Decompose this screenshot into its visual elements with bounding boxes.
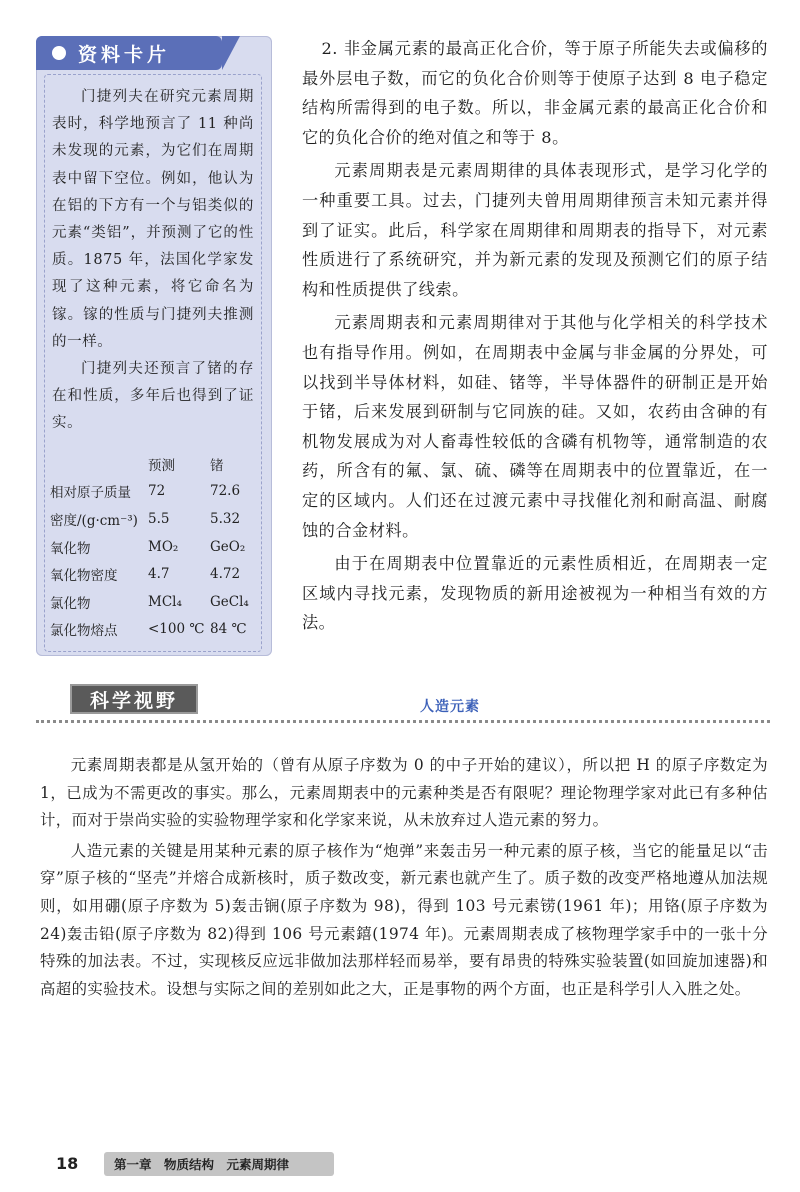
table-header-cell: 锗 [210, 457, 224, 474]
science-view-text [40, 752, 768, 1006]
table-row [50, 616, 260, 644]
card-paragraph: 门捷列夫在研究元素周期表时，科学地预言了 11 种尚未发现的元素，为它们在周期表中留下空位。例如，他认为在铝的下方有一个与铝类似的元素“类铝”，并预测了它的性质。1875 年，法国化学家发现了这种元素，将它命名为镓。镓的性质与门捷列夫推测的一样。 [52, 89, 254, 350]
table-cell: 相对原子质量 [50, 485, 131, 502]
science-paragraph: 人造元素的关键是用某种元素的原子核作为“炮弹”来轰击另一种元素的原子核，当它的能量足以“击穿”原子核的“坚壳”并熔合成新核时，质子数改变，新元素也就产生了。质子数的改变严格地遵从加法规则，如用硼(原子序数为 5)轰击锎(原子序数为 98)，得到 103 号元素铹(1961 年)；用铬(原子序数为 24)轰击铅(原子序数为 82)得到 106 号元素𨭎(1974 年)。元素周期表成了核物理学家手中的一张十分特殊的加法表。不过，实现核反应远非做加法那样轻而易举，要有昂贵的特殊实验装置(如回旋加速器)和高超的实验技术。设想与实际之间的差别如此之大，正是事物的两个方面，也正是科学引人入胜之处。 [40, 841, 768, 998]
section-title: 人造元素 [420, 699, 480, 715]
science-view-banner [70, 684, 198, 714]
main-paragraph: 2. 非金属元素的最高正化合价，等于原子所能失去或偏移的最外层电子数，而它的负化合价则等于使原子达到 8 电子稳定结构所需得到的电子数。所以，非金属元素的最高正化合价和它的负化合价的绝对值之和等于 8。 [302, 39, 768, 147]
table-cell: 5.5 [148, 510, 170, 527]
table-cell: 密度/(g·cm⁻³) [50, 512, 138, 529]
table-cell: MO₂ [148, 538, 179, 555]
data-card-text [52, 84, 254, 438]
table-row [50, 560, 260, 588]
table-cell: 氯化物 [50, 595, 91, 612]
table-row [50, 533, 260, 561]
table-cell: 84 ℃ [210, 621, 247, 638]
table-cell: 4.72 [210, 566, 241, 583]
data-card-title: 资料卡片 [78, 43, 171, 66]
main-paragraph: 由于在周期表中位置靠近的元素性质相近，在周期表一定区域内寻找元素，发现物质的新用途被视为一种相当有效的方法。 [302, 554, 768, 633]
table-header-cell: 预测 [148, 457, 175, 474]
data-card-tab [36, 36, 222, 70]
table-cell: 72 [148, 483, 166, 500]
table-row [50, 505, 260, 533]
table-row [50, 588, 260, 616]
table-header-row [50, 450, 260, 478]
table-cell: 氧化物 [50, 540, 91, 557]
table-cell: GeCl₄ [210, 593, 249, 610]
table-cell: GeO₂ [210, 538, 246, 555]
table-row [50, 478, 260, 506]
table-cell: MCl₄ [148, 593, 182, 610]
table-header-cell [50, 450, 148, 478]
science-view-label: 科学视野 [89, 689, 178, 712]
germanium-comparison-table [50, 450, 260, 643]
main-paragraph: 元素周期表和元素周期律对于其他与化学相关的科学技术也有指导作用。例如，在周期表中金属与非金属的分界处，可以找到半导体材料，如硅、锗等，半导体器件的研制正是开始于锗，后来发展到研制与它同族的硅。又如，农药由含砷的有机物发展成为对人畜毒性较低的含磷有机物等，通常制造的农药，所含有的氟、氯、硫、磷等在周期表中的位置靠近，在一定的区域内。人们还在过渡元素中寻找催化剂和耐高温、耐腐蚀的合金材料。 [302, 313, 768, 540]
table-cell: 5.32 [210, 510, 241, 527]
table-cell: 氧化物密度 [50, 568, 118, 585]
chapter-label: 第一章 物质结构 元素周期律 [104, 1152, 334, 1176]
table-cell: 氯化物熔点 [50, 623, 118, 640]
main-text-column [302, 34, 768, 642]
card-paragraph: 门捷列夫还预言了锗的存在和性质，多年后也得到了证实。 [52, 361, 254, 432]
table-cell: 72.6 [210, 483, 241, 500]
dotted-divider [36, 720, 770, 723]
main-paragraph: 元素周期表是元素周期律的具体表现形式，是学习化学的一种重要工具。过去，门捷列夫曾用周期律预言未知元素并得到了证实。此后，科学家在周期律和周期表的指导下，对元素性质进行了系统研究，并为新元素的发现及预测它们的原子结构和性质提供了线索。 [302, 161, 768, 299]
bullet-dot-icon [52, 46, 66, 60]
science-paragraph: 元素周期表都是从氢开始的（曾有从原子序数为 0 的中子开始的建议），所以把 H 的原子序数定为 1，已成为不需更改的事实。那么，元素周期表中的元素种类是否有限呢？理论物理学家对此已有多种估计，而对于崇尚实验的实验物理学家和化学家来说，从未放弃过人造元素的努力。 [40, 756, 768, 830]
table-cell: <100 ℃ [148, 621, 205, 638]
page-number: 18 [56, 1154, 79, 1173]
table-cell: 4.7 [148, 566, 170, 583]
